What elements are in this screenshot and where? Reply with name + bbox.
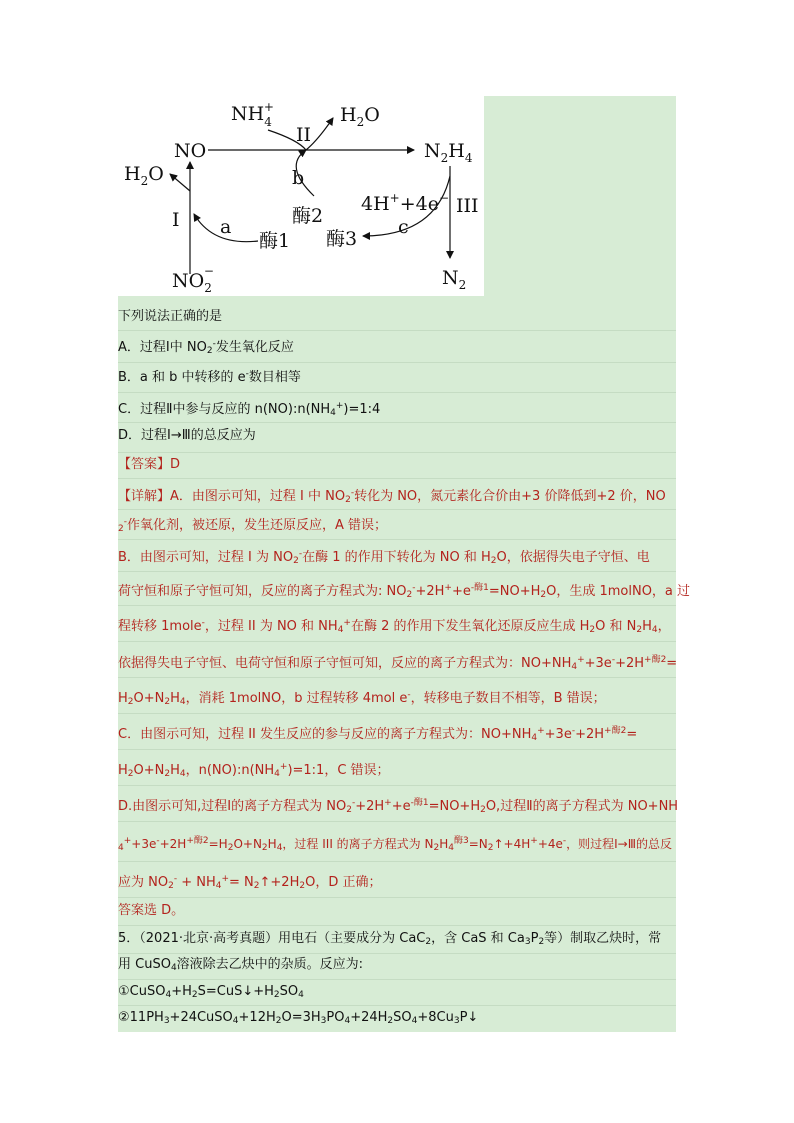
answer-label: 【答案】D <box>118 453 676 479</box>
analysis-line-3: B．由图示可知，过程 I 为 $NO_2^-$在酶 1 的作用下转化为 NO 和 $H_2O$，依据得失电子守恒、电 <box>118 540 676 572</box>
question5-line-2: 用 CuSO$_4$溶液除去乙炔中的杂质。反应为: <box>118 954 676 980</box>
no-label: NO <box>174 140 207 162</box>
reaction-1: $①CuSO_4+H_2S=CuS↓+H_2SO_4$ <box>118 980 676 1006</box>
analysis-line-9: $H_2O+N_2H_4$，$n(NO):n(NH_4^+)=1:1$，C 错误； <box>118 750 676 786</box>
question5-line-1: 5．（2021·北京·高考真题）用电石（主要成分为 CaC$_2$，含 CaS 和 $Ca_3P_2$等）制取乙炔时，常 <box>118 926 676 954</box>
h2o-left-label: $H_2O$ <box>124 163 164 188</box>
diagram-svg <box>118 96 484 296</box>
option-c: C．过程Ⅱ中参与反应的 $n(NO):n(NH_4^+)=1:4$ <box>118 393 676 423</box>
enzyme1-label: 酶1 <box>259 230 291 252</box>
analysis-line-2: $_2$-作氧化剂，被还原，发生还原反应，A 错误； <box>118 510 676 540</box>
analysis-line-10: D.由图示可知,过程Ⅰ的离子方程式为 $NO_2^-+2H^++e^{-酶1}=NO+H_2O$,过程Ⅱ的离子方程式为 NO+NH <box>118 786 676 822</box>
option-d: D．过程Ⅰ→Ⅲ的总反应为 <box>118 423 676 453</box>
b-label: b <box>292 167 305 189</box>
option-b: B．a 和 b 中转移的 e-数目相等 <box>118 363 676 393</box>
analysis-line-5: 程转移 1mole-，过程 II 为 NO 和 $NH_4^+$在酶 2 的作用下发生氧化还原反应生成 $H_2O$ 和 $N_2H_4$， <box>118 606 676 642</box>
option-a: A．过程Ⅰ中 $NO_2^-$发生氧化反应 <box>118 333 676 363</box>
enzyme3-label: 酶3 <box>326 228 358 250</box>
question-prompt: 下列说法正确的是 <box>118 305 676 331</box>
analysis-line-11: $_4^++3e^-+2H^{+酶2}=H_2O+N_2H_4$，过程 III 的离子方程式为 $N_2H_4^{酶3}=N_2↑+4H^++4e^-$，则过程Ⅰ→Ⅲ的总反 <box>118 822 676 862</box>
a-label: a <box>220 216 232 238</box>
analysis-line-1: 【详解】A．由图示可知，过程 I 中 $NO_2^-$转化为 NO，氮元素化合价由+3 价降低到+2 价，NO <box>118 480 676 510</box>
nh4-label: $NH_4+$ <box>231 100 274 129</box>
analysis-line-12: 应为 $NO_2^- + NH_4^+=$ $N_2↑+2H_2O$，D 正确； <box>118 862 676 898</box>
step1-label: I <box>172 209 180 231</box>
electron-label: 4H++4e− <box>361 191 450 215</box>
reaction-2: $②11PH_3+24CuSO_4+12H_2O=3H_3PO_4+24H_2SO_4+8Cu_3P↓$ <box>118 1010 479 1026</box>
analysis-line-8: C．由图示可知，过程 II 发生反应的参与反应的离子方程式为：$NO+NH_4^++3e^-+2H^{+酶2}=$ <box>118 714 676 750</box>
n2h4-label: $N_2H_4$ <box>424 140 473 165</box>
reaction-cycle-diagram <box>118 96 484 296</box>
arrow-h2o-out <box>170 174 190 191</box>
analysis-line-7: $H_2O+N_2H_4$，消耗 1molNO，b 过程转移 4mol e-，转移电子数目不相等，B 错误； <box>118 678 676 714</box>
h2o-top-label: $H_2O$ <box>340 104 380 129</box>
step2-label: II <box>296 124 312 146</box>
no2-label: $NO_2-$ <box>172 264 214 295</box>
analysis-line-4: 荷守恒和原子守恒可知，反应的离子方程式为: $NO_2^-+2H^++e^{-酶1}=NO+H_2O$，生成 1molNO，a 过 <box>118 572 676 606</box>
analysis-conclusion: 答案选 D。 <box>118 898 676 926</box>
enzyme2-label: 酶2 <box>292 205 324 227</box>
analysis-line-6: 依据得失电子守恒、电荷守恒和原子守恒可知，反应的离子方程式为：$NO+NH_4^++3e^-+2H^{+酶2}=$ <box>118 642 676 678</box>
n2-label: $N_2$ <box>442 267 467 292</box>
step3-label: III <box>456 195 479 217</box>
c-label: c <box>398 216 409 238</box>
